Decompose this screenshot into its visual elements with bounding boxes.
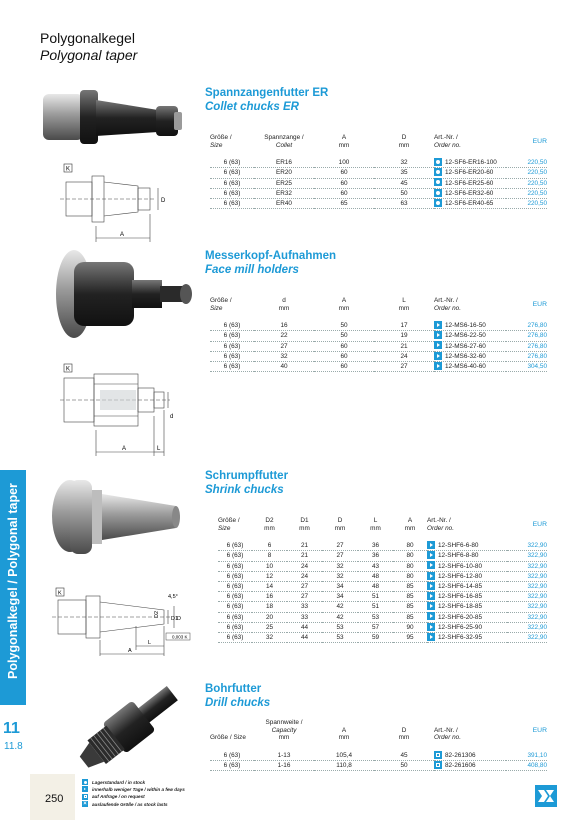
drill-chuck-table	[210, 719, 547, 771]
table-row	[218, 633, 547, 643]
price-cell: 276,80	[527, 332, 547, 340]
order-number-cell: 12-MS6-27-60	[434, 341, 506, 351]
availability-icon	[427, 551, 435, 559]
price-cell: 322,90	[527, 562, 547, 570]
table-row	[210, 158, 547, 168]
price-cell: 408,80	[527, 761, 547, 769]
table-row	[218, 551, 547, 561]
table-cell: 80	[406, 572, 414, 580]
drawing-label-k: K	[66, 166, 71, 173]
table-cell: 36	[371, 542, 380, 550]
availability-icon	[427, 572, 435, 580]
table-cell: 6 (63)	[226, 603, 244, 611]
table-cell: 32	[265, 634, 274, 642]
table-cell: 42	[336, 613, 344, 621]
table-row	[210, 178, 547, 188]
availability-icon	[434, 158, 442, 166]
order-number-cell: 12-MS6-40-60	[434, 362, 506, 372]
table-cell: 110,8	[336, 761, 352, 769]
table-cell: 6 (63)	[223, 200, 241, 207]
order-number-cell: 82-261606	[434, 760, 506, 770]
face-mill-holder-photo	[36, 244, 196, 344]
price-cell: 322,90	[527, 623, 547, 631]
table-cell: 45	[400, 751, 408, 759]
table-cell: 16	[280, 322, 288, 330]
availability-icon	[434, 321, 442, 329]
table-cell: 50	[340, 322, 348, 330]
table-cell: 50	[400, 761, 408, 769]
table-cell: 57	[371, 623, 380, 631]
table-cell: 32	[400, 159, 408, 167]
table-cell: 36	[371, 552, 380, 560]
table-cell: 85	[406, 603, 414, 611]
table-cell: 44	[300, 623, 309, 631]
table-row	[210, 760, 547, 770]
table-cell: ER20	[276, 169, 292, 177]
availability-icon	[427, 612, 435, 620]
table-cell: 21	[300, 552, 309, 560]
price-cell: 220,50	[527, 200, 547, 207]
table-cell: 6 (63)	[226, 634, 244, 642]
legend-item: innerhalb weniger Tage / within a few days	[82, 786, 185, 793]
table-cell: 50	[340, 332, 348, 340]
table-cell: 34	[336, 593, 344, 601]
drawing-label-k: K	[66, 366, 71, 373]
table-header: Größe / Size Spannweite / Capacity mm A mm D mm Art.-Nr. / Order no. EUR	[210, 719, 547, 741]
table-cell: 53	[371, 613, 380, 621]
table-cell: 85	[406, 613, 414, 621]
price-cell: 391,10	[527, 751, 547, 759]
table-header: Größe / Size d mm A mm L mm Art.-Nr. / Order no. EUR	[210, 297, 547, 312]
table-cell: 50	[400, 189, 408, 197]
table-row	[210, 199, 547, 209]
table-cell: 59	[371, 634, 380, 642]
table-cell: 60	[340, 179, 348, 187]
order-number-cell: 12-SF6-ER32-60	[434, 188, 506, 198]
availability-legend	[82, 779, 185, 808]
availability-icon	[434, 751, 442, 759]
availability-icon	[434, 362, 442, 370]
table-cell: 6 (63)	[226, 593, 244, 601]
table-row	[218, 561, 547, 571]
order-number-cell: 12-SF6-ER25-60	[434, 178, 506, 188]
table-cell: 60	[340, 169, 348, 177]
availability-icon	[434, 178, 442, 186]
table-cell: 6 (63)	[226, 542, 244, 550]
table-row	[218, 592, 547, 602]
title-en: Polygonal taper	[40, 47, 138, 63]
price-cell: 322,90	[527, 603, 547, 611]
few-days-icon	[82, 786, 88, 792]
table-cell: 27	[280, 342, 288, 350]
table-cell: 10	[265, 562, 274, 570]
order-number-cell: 12-SHF6-25-90	[427, 622, 507, 632]
table-cell: 1-16	[277, 761, 291, 769]
table-cell: 63	[400, 200, 408, 207]
face-mill-holder-table	[210, 297, 547, 372]
table-cell: 60	[340, 363, 348, 370]
face-mill-holder-drawing	[60, 360, 185, 460]
collet-chuck-table	[210, 134, 547, 209]
table-cell: ER40	[276, 200, 292, 207]
order-number-cell: 12-SHF6-18-85	[427, 602, 507, 612]
table-row	[210, 321, 547, 331]
availability-icon	[427, 582, 435, 590]
price-cell: 220,50	[527, 169, 547, 177]
table-cell: 6 (63)	[226, 613, 244, 621]
shrink-chuck-table	[218, 517, 547, 643]
table-cell: 1-13	[277, 751, 291, 759]
table-cell: 33	[300, 613, 309, 621]
drawing-label-a: A	[128, 648, 132, 654]
order-number-cell: 12-SF6-ER40-65	[434, 199, 506, 209]
chapter-sidebar-label: Polygonalkegel / Polygonal taper	[6, 483, 20, 679]
table-cell: 22	[280, 332, 288, 340]
availability-icon	[434, 189, 442, 197]
price-cell: 220,50	[527, 189, 547, 197]
order-number-cell: 12-SHF6-8-80	[427, 551, 507, 561]
order-number-cell: 12-SHF6-20-85	[427, 612, 507, 622]
order-number-cell: 12-SHF6-10-80	[427, 561, 507, 571]
legend-item: Lagerstandard / in stock	[82, 779, 185, 786]
table-cell: 80	[406, 552, 414, 560]
order-number-cell: 12-MS6-16-50	[434, 321, 506, 331]
availability-icon	[434, 331, 442, 339]
table-cell: 27	[300, 593, 309, 601]
price-cell: 220,50	[527, 179, 547, 187]
table-row	[218, 541, 547, 551]
order-number-cell: 12-SHF6-12-80	[427, 571, 507, 581]
table-cell: 6 (63)	[223, 363, 241, 370]
drawing-label-d: D	[177, 616, 181, 622]
order-number-cell: 12-SHF6-14-85	[427, 582, 507, 592]
table-cell: ER25	[276, 179, 292, 187]
section-title-face-mill: Messerkopf-Aufnahmen Face mill holders	[205, 250, 336, 276]
table-cell: 100	[338, 159, 350, 167]
drawing-label-tolerance: 0,003 K	[172, 634, 188, 640]
table-cell: 105,4	[336, 751, 352, 759]
table-cell: 43	[371, 562, 380, 570]
table-cell: 19	[400, 332, 408, 340]
table-row	[210, 168, 547, 178]
price-cell: 276,80	[527, 352, 547, 360]
drawing-label-d: D	[161, 198, 166, 204]
table-cell: 6 (63)	[226, 572, 244, 580]
table-cell: 14	[265, 583, 274, 590]
as-stock-lasts-icon	[82, 801, 88, 807]
table-cell: 21	[400, 342, 408, 350]
table-cell: 27	[300, 583, 309, 590]
table-cell: 53	[336, 634, 344, 642]
price-cell: 322,90	[527, 583, 547, 590]
table-cell: 60	[340, 342, 348, 350]
table-cell: 24	[400, 352, 408, 360]
order-number-cell: 12-SF6-ER16-100	[434, 158, 506, 168]
table-cell: 48	[371, 572, 380, 580]
availability-icon	[427, 602, 435, 610]
legend-item: × auslaufende Größe / as stock lasts	[82, 801, 185, 808]
table-cell: 6 (63)	[226, 583, 244, 590]
table-cell: 90	[406, 623, 414, 631]
section-title-shrink: Schrumpffutter Shrink chucks	[205, 470, 289, 496]
legend-item: auf Anfrage / on request	[82, 793, 185, 800]
order-number-cell: 12-MS6-32-60	[434, 351, 506, 361]
drawing-label-l: L	[148, 640, 152, 646]
table-cell: 6 (63)	[223, 169, 241, 177]
section-title-collet: Spannzangenfutter ER Collet chucks ER	[205, 87, 329, 113]
table-cell: 6	[267, 542, 272, 550]
collet-chuck-photo	[38, 86, 188, 152]
table-cell: 27	[336, 542, 344, 550]
table-cell: 35	[400, 169, 408, 177]
drawing-label-d1: D1	[171, 616, 179, 622]
table-cell: 51	[371, 603, 380, 611]
table-cell: 80	[406, 562, 414, 570]
table-cell: 85	[406, 593, 414, 601]
order-number-cell: 12-MS6-22-50	[434, 331, 506, 341]
drawing-label-k: K	[58, 590, 62, 597]
table-cell: 60	[340, 189, 348, 197]
table-cell: 6 (63)	[226, 552, 244, 560]
table-cell: 27	[400, 363, 408, 370]
availability-icon	[427, 541, 435, 549]
price-cell: 322,90	[527, 542, 547, 550]
title-de: Polygonalkegel	[40, 30, 135, 46]
availability-icon	[434, 352, 442, 360]
table-cell: 45	[400, 179, 408, 187]
table-cell: 20	[265, 613, 274, 621]
table-row	[210, 188, 547, 198]
availability-icon	[434, 761, 442, 769]
table-cell: 6 (63)	[223, 342, 241, 350]
table-row	[218, 612, 547, 622]
table-cell: 24	[300, 562, 309, 570]
table-cell: 6 (63)	[223, 159, 241, 167]
price-cell: 220,50	[527, 159, 547, 167]
table-row	[210, 331, 547, 341]
price-cell: 322,90	[527, 593, 547, 601]
table-cell: 6 (63)	[223, 322, 241, 330]
table-cell: 51	[371, 593, 380, 601]
table-cell: 27	[336, 552, 344, 560]
table-cell: ER16	[276, 159, 292, 167]
table-cell: 34	[336, 583, 344, 590]
table-cell: 18	[265, 603, 274, 611]
table-cell: 6 (63)	[226, 623, 244, 631]
price-cell: 322,90	[527, 634, 547, 642]
drawing-label-d: d	[170, 414, 174, 420]
table-cell: 6 (63)	[223, 761, 241, 769]
table-cell: 44	[300, 634, 309, 642]
table-row	[218, 571, 547, 581]
table-cell: 17	[400, 322, 408, 330]
collet-chuck-drawing	[60, 160, 180, 245]
price-cell: 322,90	[527, 572, 547, 580]
table-cell: 95	[406, 634, 414, 642]
table-header: Größe / Size D2 mm D1 mm D mm L mm A mm Art.-Nr. / Order no. EUR	[218, 517, 547, 532]
availability-icon	[427, 592, 435, 600]
table-cell: 21	[300, 542, 309, 550]
table-row	[218, 622, 547, 632]
table-cell: 60	[340, 352, 348, 360]
table-cell: 24	[300, 572, 309, 580]
table-cell: 32	[336, 562, 344, 570]
table-cell: 32	[336, 572, 344, 580]
table-cell: 6 (63)	[223, 179, 241, 187]
drill-chuck-photo	[64, 682, 194, 772]
subchapter-number: 11.8	[4, 741, 23, 752]
price-cell: 322,90	[527, 613, 547, 621]
availability-icon	[427, 623, 435, 631]
table-row	[218, 582, 547, 592]
price-cell: 276,80	[527, 322, 547, 330]
table-row	[210, 351, 547, 361]
table-cell: 6 (63)	[223, 751, 241, 759]
table-cell: ER32	[276, 189, 292, 197]
table-cell: 85	[406, 583, 414, 590]
availability-icon	[427, 633, 435, 641]
chapter-number: 11	[3, 720, 20, 737]
table-row	[210, 751, 547, 761]
table-cell: 32	[280, 352, 288, 360]
table-row	[218, 602, 547, 612]
order-number-cell: 82-261306	[434, 751, 506, 761]
page-number: 250	[45, 793, 64, 805]
shrink-chuck-photo	[36, 474, 196, 560]
table-cell: 6 (63)	[226, 562, 244, 570]
table-row	[210, 341, 547, 351]
availability-icon	[434, 199, 442, 207]
table-cell: 48	[371, 583, 380, 590]
shrink-chuck-drawing	[52, 584, 192, 659]
table-cell: 80	[406, 542, 414, 550]
order-number-cell: 12-SHF6-6-80	[427, 541, 507, 551]
table-cell: 65	[340, 200, 348, 207]
table-row	[210, 362, 547, 372]
in-stock-icon	[82, 779, 88, 785]
table-cell: 16	[265, 593, 274, 601]
price-cell: 322,90	[527, 552, 547, 560]
table-cell: 40	[280, 363, 288, 370]
table-cell: 6 (63)	[223, 189, 241, 197]
price-cell: 304,50	[527, 363, 547, 370]
table-cell: 8	[267, 552, 272, 560]
drawing-label-a: A	[122, 446, 127, 452]
table-cell: 25	[265, 623, 274, 631]
table-cell: 6 (63)	[223, 352, 241, 360]
on-request-icon	[82, 794, 88, 800]
availability-icon	[434, 341, 442, 349]
section-title-drill: Bohrfutter Drill chucks	[205, 683, 271, 709]
table-cell: 42	[336, 603, 344, 611]
order-number-cell: 12-SF6-ER20-60	[434, 168, 506, 178]
order-number-cell: 12-SHF6-16-85	[427, 592, 507, 602]
table-cell: 12	[265, 572, 274, 580]
drawing-label-d2: D2	[154, 610, 160, 618]
drawing-label-l: L	[157, 446, 161, 452]
drawing-label-a: A	[120, 232, 125, 238]
table-cell: 33	[300, 603, 309, 611]
order-number-cell: 12-SHF6-32-95	[427, 633, 507, 643]
table-header: Größe / Size Spannzange / Collet A mm D mm Art.-Nr. / Order no. EUR	[210, 134, 547, 149]
availability-icon	[434, 168, 442, 176]
drawing-label-angle: 4,5°	[168, 594, 178, 600]
table-cell: 53	[336, 623, 344, 631]
brand-logo	[535, 785, 557, 807]
table-cell: 6 (63)	[223, 332, 241, 340]
price-cell: 276,80	[527, 342, 547, 350]
availability-icon	[427, 561, 435, 569]
page-title	[40, 30, 137, 64]
